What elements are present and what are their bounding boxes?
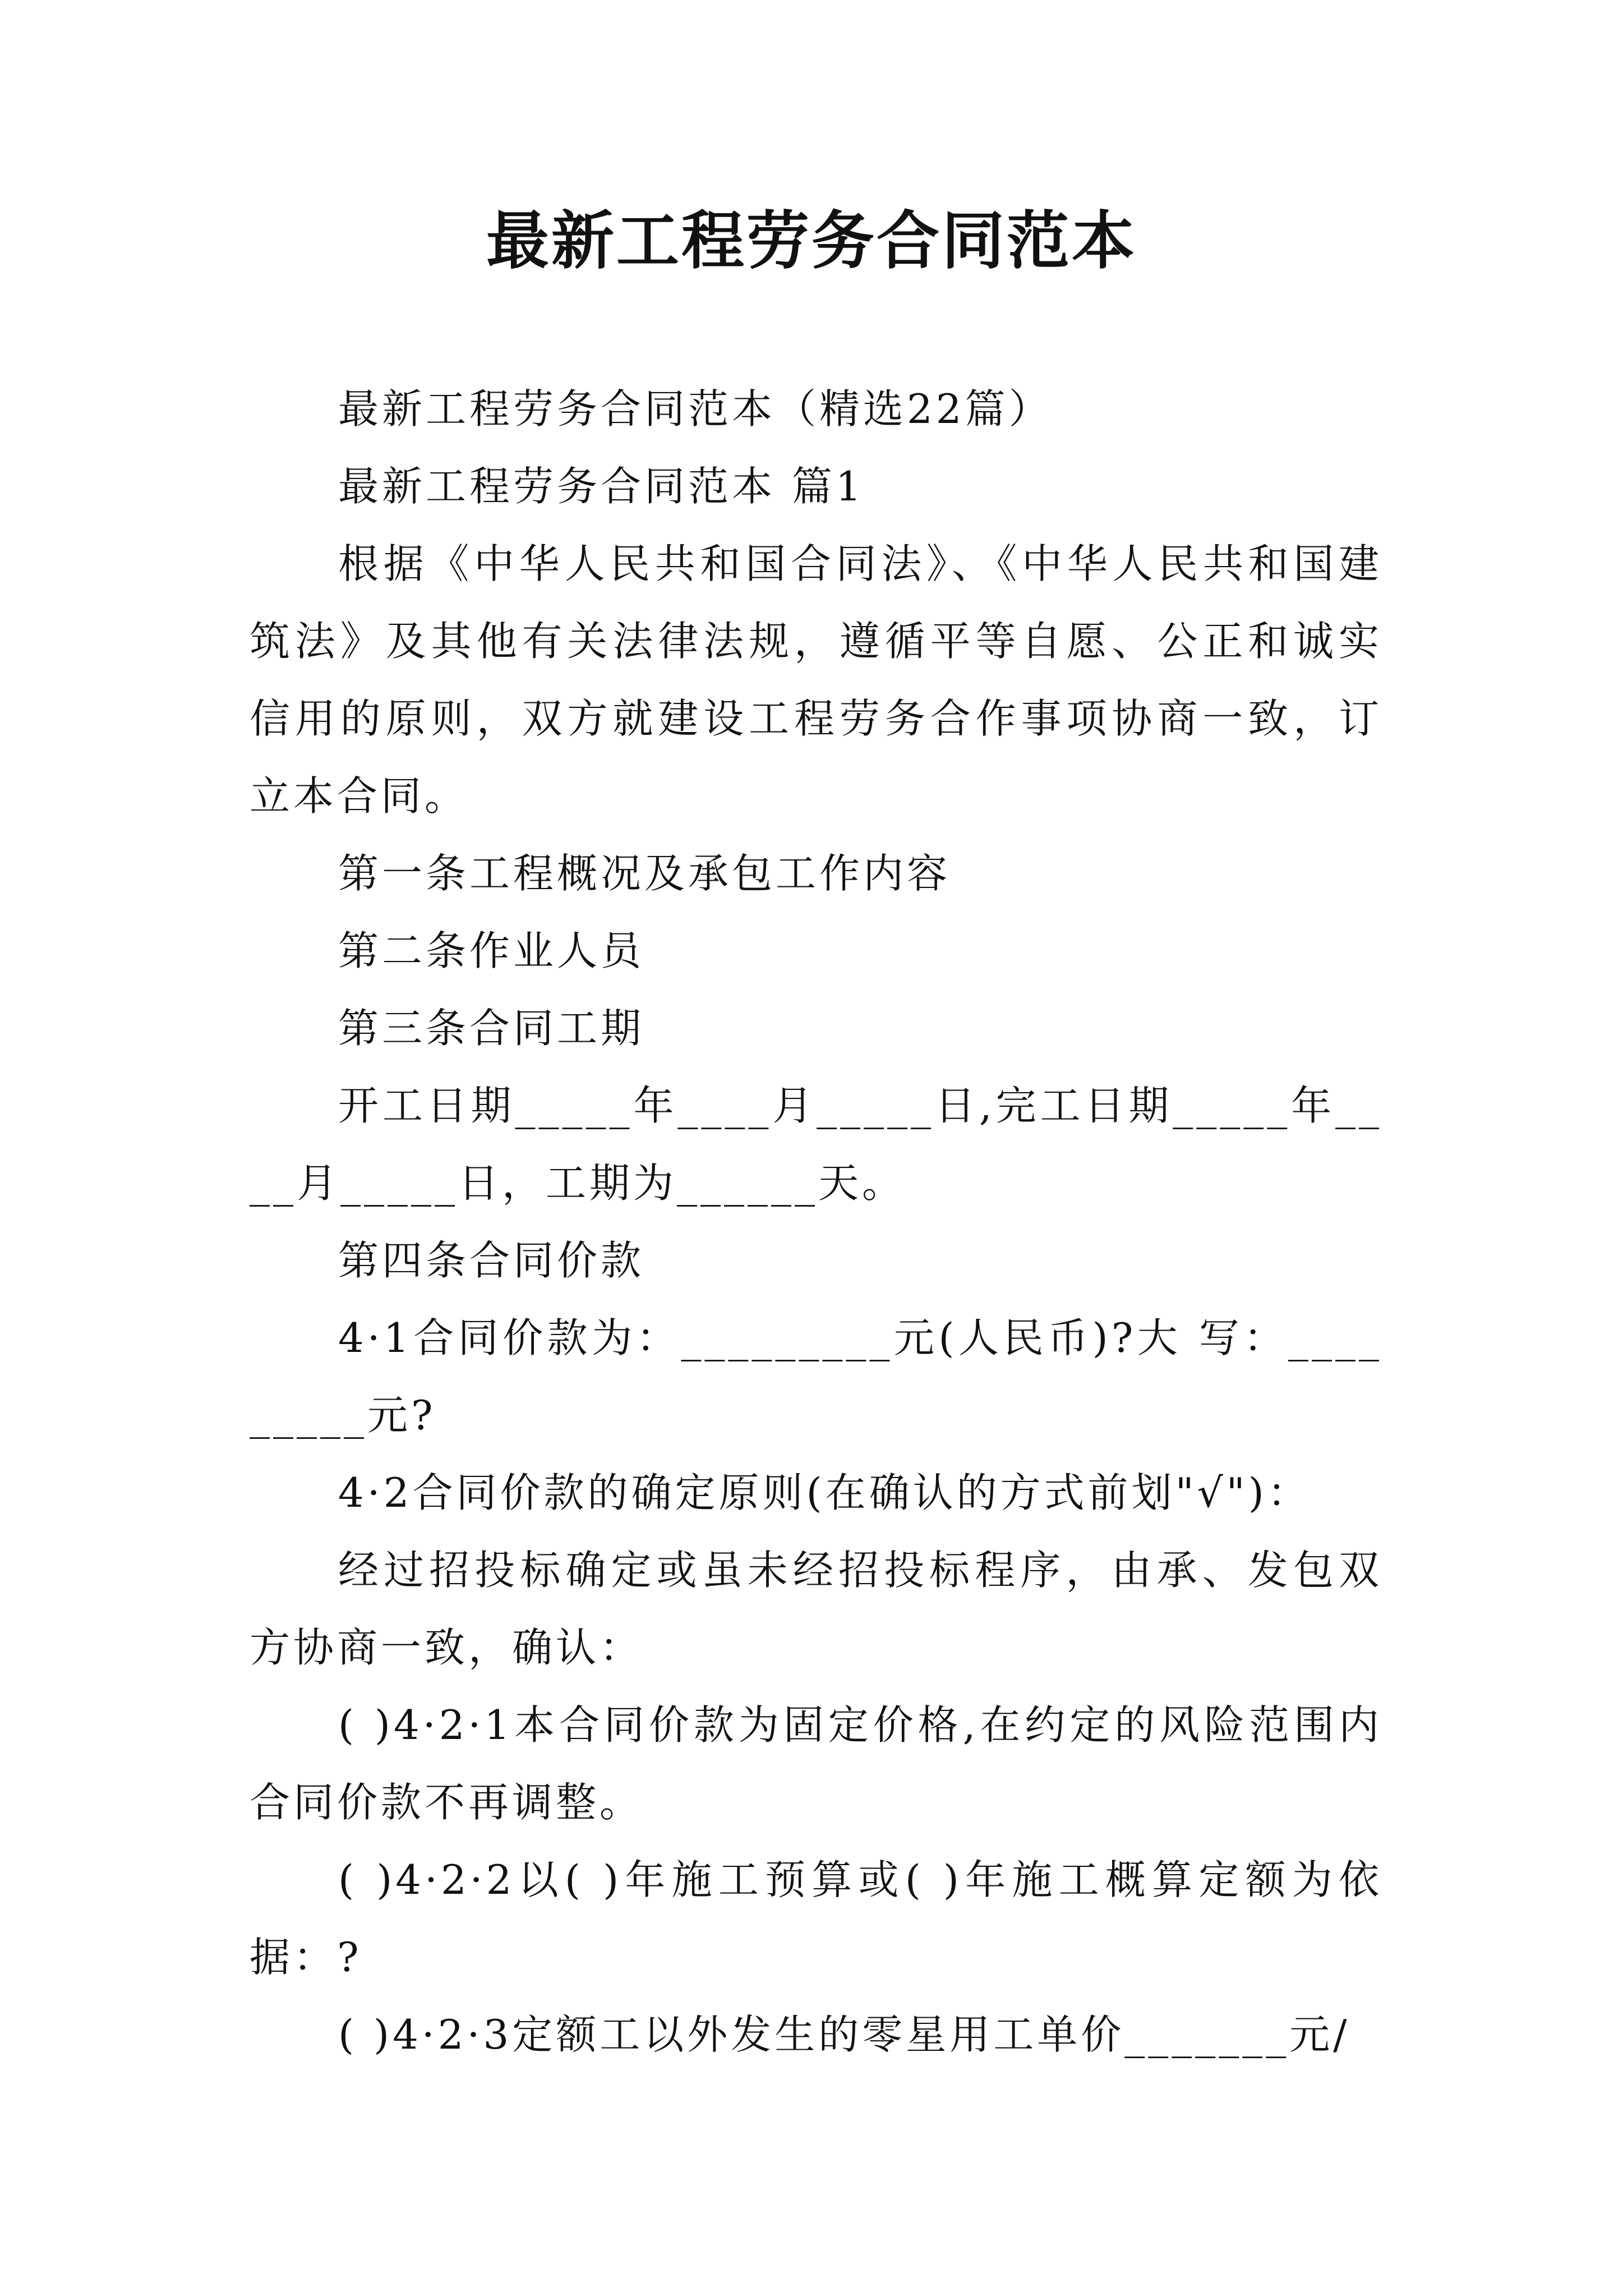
paragraph-subtitle: 最新工程劳务合同范本（精选22篇） (338, 385, 1053, 432)
paragraph-article-1: 第一条工程概况及承包工作内容 (338, 850, 951, 897)
paragraph-clause-4-1: 4·1合同价款为：_________元(人民币)?大 写：_________元? (250, 1314, 1382, 1439)
paragraph-preamble: 根据《中华人民共和国合同法》、《中华人民共和国建筑法》及其他有关法律法规，遵循平等自愿、公正和诚实信用的原则，双方就建设工程劳务合作事项协商一致，订立本合同。 (250, 540, 1382, 820)
paragraph-article-2: 第二条作业人员 (338, 927, 645, 974)
document-title: 最新工程劳务合同范本 (486, 204, 1137, 278)
paragraph-schedule-dates: 开工日期_____年____月_____日,完工日期_____年____月_____日，工期为______天。 (250, 1082, 1382, 1207)
paragraph-clause-4-2-2: ( )4·2·2以( )年施工预算或( )年施工概算定额为依据：? (250, 1856, 1382, 1981)
paragraph-clause-4-2-intro: 经过招投标确定或虽未经招投标程序，由承、发包双方协商一致，确认： (250, 1547, 1382, 1671)
paragraph-article-4: 第四条合同价款 (338, 1237, 645, 1284)
paragraph-clause-4-2-1: ( )4·2·1本合同价款为固定价格,在约定的风险范围内合同价款不再调整。 (250, 1701, 1382, 1826)
paragraph-clause-4-2: 4·2合同价款的确定原则(在确认的方式前划"√")： (338, 1469, 1311, 1516)
paragraph-article-3: 第三条合同工期 (338, 1005, 645, 1052)
document-body (250, 370, 1382, 2073)
paragraph-section-heading: 最新工程劳务合同范本 篇1 (338, 463, 865, 510)
paragraph-clause-4-2-3: ( )4·2·3定额工以外发生的零星用工单价_______元/ (338, 2011, 1350, 2058)
